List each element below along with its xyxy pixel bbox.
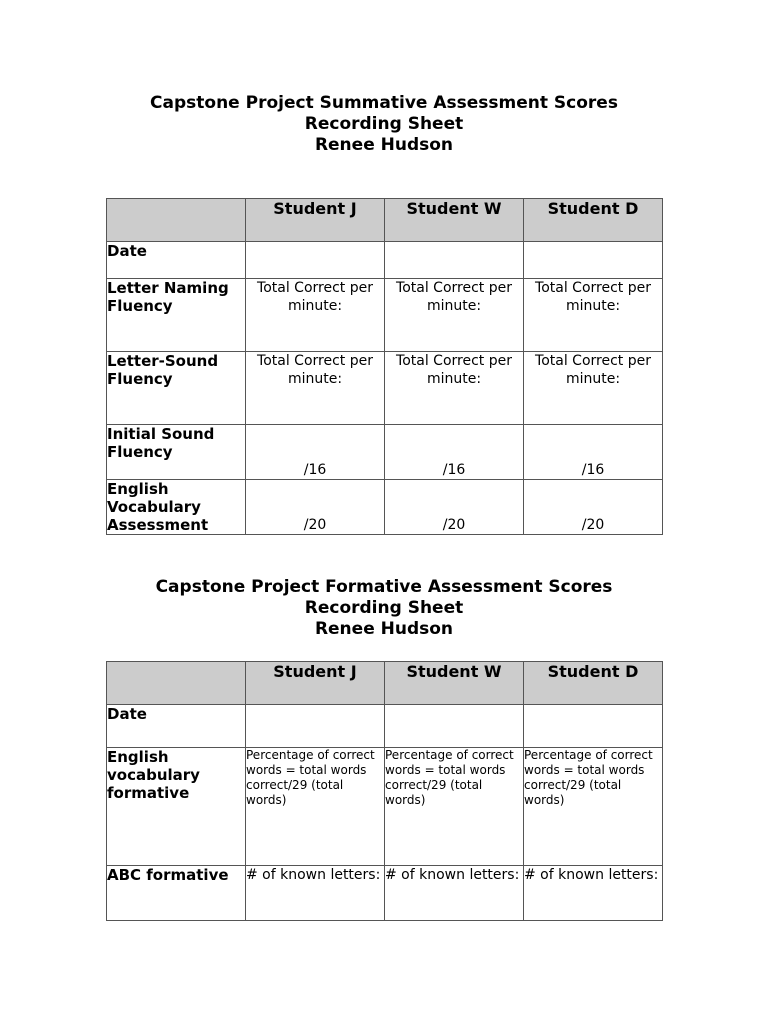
header-student-d: Student D xyxy=(524,662,663,705)
row-label-english-vocab-formative: English vocabulary formative xyxy=(107,748,246,866)
letter-sound-cell-student-d[interactable]: Total Correct per minute: xyxy=(524,352,663,425)
date-cell-student-w[interactable] xyxy=(385,242,524,279)
row-label-date: Date xyxy=(107,705,246,748)
header-student-j: Student J xyxy=(246,199,385,242)
row-label-abc-formative: ABC formative xyxy=(107,866,246,921)
table-header-row xyxy=(107,199,663,242)
initial-sound-cell-student-j[interactable] xyxy=(246,425,385,480)
row-label-letter-sound: Letter-Sound Fluency xyxy=(107,352,246,425)
english-vocab-cell-student-w[interactable] xyxy=(385,480,524,535)
vocab-formative-cell-student-w[interactable]: Percentage of correct words = total words correct/29 (total words) xyxy=(385,748,524,866)
abc-formative-cell-student-d[interactable]: # of known letters: xyxy=(524,866,663,921)
english-vocab-score-d: /20 xyxy=(581,517,605,533)
table-row-initial-sound xyxy=(107,425,663,480)
header-student-w: Student W xyxy=(385,199,524,242)
header-corner-cell xyxy=(107,199,246,242)
formative-table xyxy=(106,661,663,921)
date-cell-student-j[interactable] xyxy=(246,242,385,279)
initial-sound-score-w: /16 xyxy=(442,462,466,478)
initial-sound-cell-student-w[interactable] xyxy=(385,425,524,480)
abc-formative-cell-student-w[interactable]: # of known letters: xyxy=(385,866,524,921)
header-corner-cell xyxy=(107,662,246,705)
summative-title-line3: Renee Hudson xyxy=(314,135,454,155)
table-row-letter-sound xyxy=(107,352,663,425)
english-vocab-cell-student-j[interactable] xyxy=(246,480,385,535)
summative-title-line2: Recording Sheet xyxy=(304,114,464,134)
formative-title-line3: Renee Hudson xyxy=(314,619,454,639)
formative-title-line2: Recording Sheet xyxy=(304,598,464,618)
summative-title-line1: Capstone Project Summative Assessment Scores xyxy=(150,93,618,113)
initial-sound-score-d: /16 xyxy=(581,462,605,478)
vocab-formative-cell-student-j[interactable]: Percentage of correct words = total words correct/29 (total words) xyxy=(246,748,385,866)
header-student-j: Student J xyxy=(246,662,385,705)
vocab-formative-cell-student-d[interactable]: Percentage of correct words = total words correct/29 (total words) xyxy=(524,748,663,866)
table-row-abc-formative xyxy=(107,866,663,921)
table-row-date xyxy=(107,705,663,748)
letter-naming-cell-student-d[interactable]: Total Correct per minute: xyxy=(524,279,663,352)
table-row-english-vocab-formative xyxy=(107,748,663,866)
formative-title xyxy=(0,577,768,640)
table-header-row xyxy=(107,662,663,705)
english-vocab-score-j: /20 xyxy=(303,517,327,533)
abc-formative-cell-student-j[interactable]: # of known letters: xyxy=(246,866,385,921)
summative-title xyxy=(0,93,768,156)
formative-title-line1: Capstone Project Formative Assessment Scores xyxy=(155,577,613,597)
initial-sound-score-j: /16 xyxy=(303,462,327,478)
date-cell-student-d[interactable] xyxy=(524,705,663,748)
summative-table xyxy=(106,198,663,535)
english-vocab-cell-student-d[interactable] xyxy=(524,480,663,535)
row-label-initial-sound: Initial Sound Fluency xyxy=(107,425,246,480)
header-student-w: Student W xyxy=(385,662,524,705)
initial-sound-cell-student-d[interactable] xyxy=(524,425,663,480)
letter-naming-cell-student-j[interactable]: Total Correct per minute: xyxy=(246,279,385,352)
date-cell-student-j[interactable] xyxy=(246,705,385,748)
table-row-english-vocab xyxy=(107,480,663,535)
date-cell-student-w[interactable] xyxy=(385,705,524,748)
table-row-date xyxy=(107,242,663,279)
letter-naming-cell-student-w[interactable]: Total Correct per minute: xyxy=(385,279,524,352)
table-row-letter-naming xyxy=(107,279,663,352)
english-vocab-score-w: /20 xyxy=(442,517,466,533)
letter-sound-cell-student-w[interactable]: Total Correct per minute: xyxy=(385,352,524,425)
row-label-english-vocab: English Vocabulary Assessment xyxy=(107,480,246,535)
row-label-letter-naming: Letter Naming Fluency xyxy=(107,279,246,352)
header-student-d: Student D xyxy=(524,199,663,242)
row-label-date: Date xyxy=(107,242,246,279)
date-cell-student-d[interactable] xyxy=(524,242,663,279)
letter-sound-cell-student-j[interactable]: Total Correct per minute: xyxy=(246,352,385,425)
